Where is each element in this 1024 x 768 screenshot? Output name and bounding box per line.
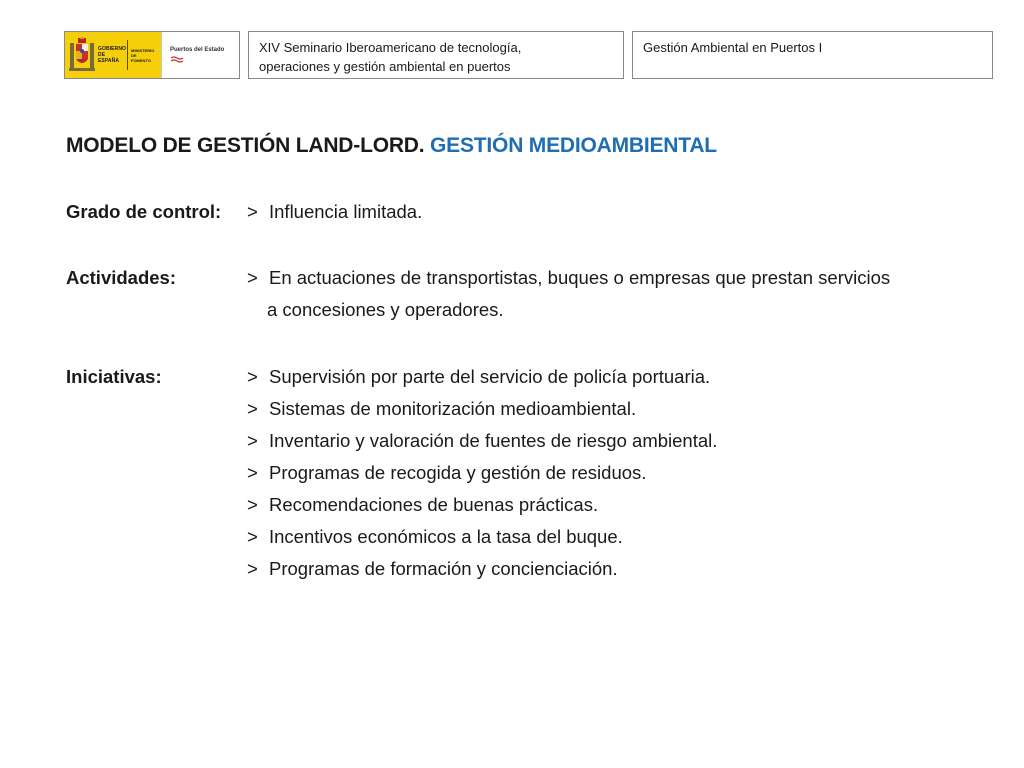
list-item: > Incentivos económicos a la tasa del buque. [247,521,717,553]
bullet-marker: > [247,558,258,579]
iniciativas-label: Iniciativas: [66,366,162,387]
government-label: GOBIERNO DE ESPAÑA [98,46,127,64]
seminar-title-box [248,31,624,79]
bullet-marker: > [247,494,258,515]
list-item: > En actuaciones de transportistas, buques o empresas que prestan servicios [247,262,890,294]
control-items [247,196,422,228]
bullet-marker: > [247,366,258,387]
section-title-box [632,31,993,79]
seminar-title-line-2: operaciones y gestión ambiental en puertos [259,59,511,74]
logo-divider [127,40,128,70]
page-title-part-2: GESTIÓN MEDIOAMBIENTAL [430,134,717,157]
list-item: > Programas de recogida y gestión de residuos. [247,457,717,489]
list-item-continuation: a concesiones y operadores. [267,299,504,320]
page-title-part-1: MODELO DE GESTIÓN LAND-LORD. [66,134,425,157]
iniciativas-items [247,361,717,585]
puertos-logo [161,32,239,78]
header-logo [64,31,240,79]
actividades-label: Actividades: [66,267,177,288]
bullet-marker: > [247,462,258,483]
page-title [66,134,717,158]
list-item: > Supervisión por parte del servicio de policía portuaria. [247,361,717,393]
control-label: Grado de control: [66,201,222,222]
list-item: > Programas de formación y concienciación. [247,553,717,585]
puertos-brand-label: Puertos del Estado [170,47,225,53]
bullet-marker: > [247,398,258,419]
bullet-marker: > [247,201,258,222]
list-item: > Inventario y valoración de fuentes de riesgo ambiental. [247,425,717,457]
seminar-title-line-1: XIV Seminario Iberoamericano de tecnología, [259,40,522,55]
list-item: > Influencia limitada. [247,196,422,228]
actividades-items [247,262,890,326]
list-item: > Recomendaciones de buenas prácticas. [247,489,717,521]
coat-of-arms-icon [69,37,95,73]
section-title: Gestión Ambiental en Puertos I [643,40,823,55]
bullet-marker: > [247,526,258,547]
government-logo [65,32,161,78]
puertos-wave-icon [170,56,184,64]
bullet-marker: > [247,430,258,451]
list-item: > Sistemas de monitorización medioambiental. [247,393,717,425]
ministry-label: MINISTERIO DE FOMENTO [131,47,155,63]
bullet-marker: > [247,267,258,288]
